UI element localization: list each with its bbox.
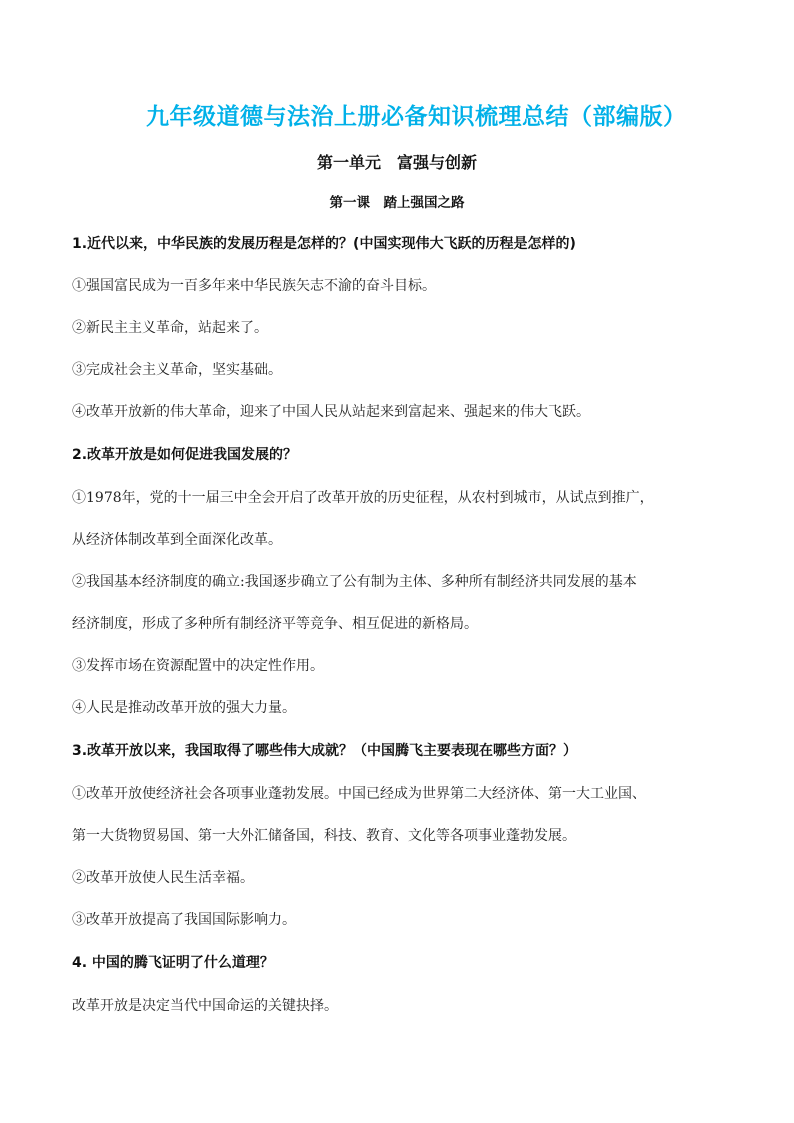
lesson-title: 第一课 踏上强国之路: [329, 195, 465, 211]
answer-line: ④改革开放新的伟大革命，迎来了中国人民从站起来到富起来、强起来的伟大飞跃。: [72, 404, 590, 420]
answer-line: ②新民主主义革命，站起来了。: [72, 320, 268, 336]
question-heading: 1.近代以来，中华民族的发展历程是怎样的？(中国实现伟大飞跃的历程是怎样的): [72, 236, 576, 252]
answer-line: ①1978年，党的十一届三中全会开启了改革开放的历史征程，从农村到城市，从试点到推广，: [72, 490, 654, 506]
document-title: 九年级道德与法治上册必备知识梳理总结（部编版）: [146, 103, 687, 130]
answer-line: 第一大货物贸易国、第一大外汇储备国，科技、教育、文化等各项事业蓬勃发展。: [72, 828, 576, 844]
answer-line: ③改革开放提高了我国国际影响力。: [72, 912, 296, 928]
question-heading: 3.改革开放以来，我国取得了哪些伟大成就？（中国腾飞主要表现在哪些方面？）: [72, 743, 578, 759]
answer-line: ②我国基本经济制度的确立:我国逐步确立了公有制为主体、多种所有制经济共同发展的基本: [72, 574, 637, 590]
answer-line: ③完成社会主义革命，坚实基础。: [72, 362, 282, 378]
answer-line: ①改革开放使经济社会各项事业蓬勃发展。中国已经成为世界第二大经济体、第一大工业国、: [72, 786, 646, 802]
answer-line: ②改革开放使人民生活幸福。: [72, 870, 254, 886]
answer-line: 经济制度，形成了多种所有制经济平等竞争、相互促进的新格局。: [72, 616, 478, 632]
question-heading: 2.改革开放是如何促进我国发展的？: [72, 447, 298, 463]
answer-line: ④人民是推动改革开放的强大力量。: [72, 700, 296, 716]
unit-title: 第一单元 富强与创新: [316, 153, 477, 172]
answer-line: ③发挥市场在资源配置中的决定性作用。: [72, 658, 324, 674]
question-heading: 4. 中国的腾飞证明了什么道理？: [72, 955, 274, 971]
answer-line: 改革开放是决定当代中国命运的关键抉择。: [72, 998, 338, 1014]
answer-line: 从经济体制改革到全面深化改革。: [72, 532, 282, 548]
answer-line: ①强国富民成为一百多年来中华民族矢志不渝的奋斗目标。: [72, 278, 436, 294]
